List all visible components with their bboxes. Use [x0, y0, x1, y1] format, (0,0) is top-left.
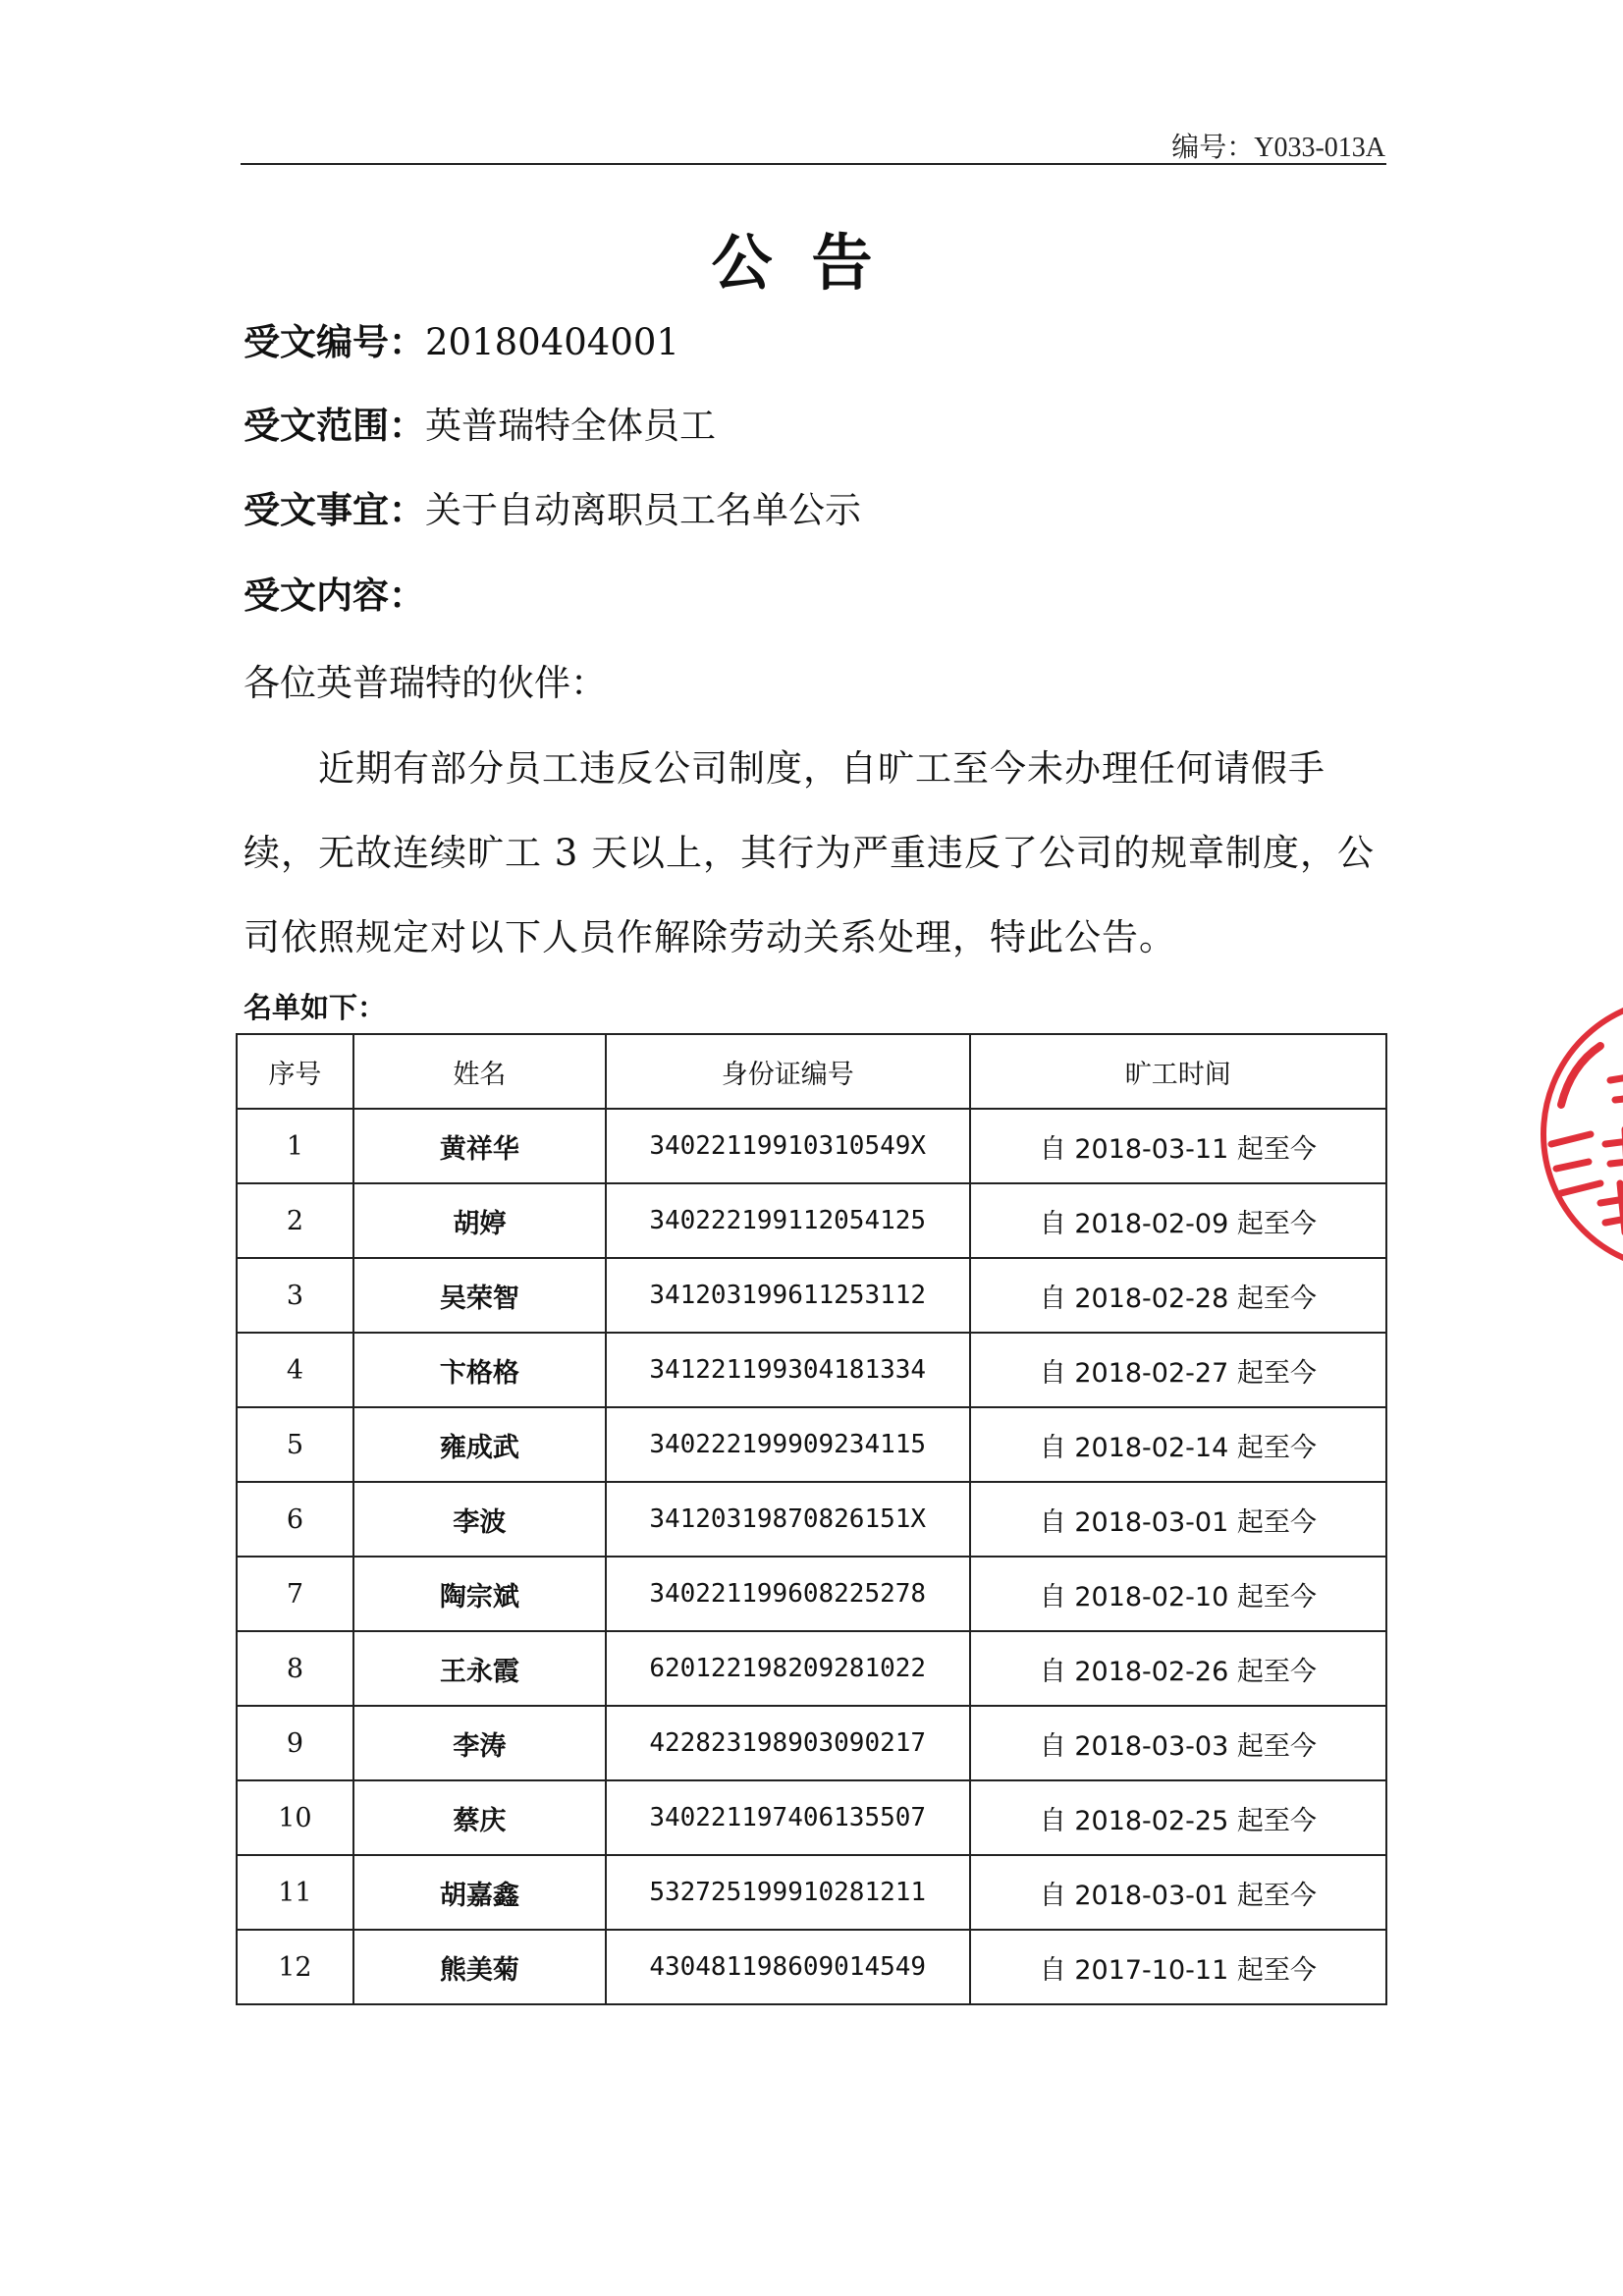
roster-body — [237, 1109, 1386, 2004]
list-caption: 名单如下： — [243, 991, 387, 1024]
cell-id-number: 620122198209281022 — [606, 1631, 970, 1706]
cell-name: 卞格格 — [353, 1333, 606, 1407]
cell-absence-period: 自 2017-10-11 起至今 — [970, 1930, 1386, 2004]
doc-number: 编号：Y033-013A — [1171, 133, 1385, 163]
cell-seq: 7 — [237, 1557, 353, 1631]
cell-seq: 12 — [237, 1930, 353, 2004]
cell-absence-period: 自 2018-02-26 起至今 — [970, 1631, 1386, 1706]
cell-name: 胡嘉鑫 — [353, 1855, 606, 1930]
table-row — [237, 1109, 1386, 1183]
cell-id-number: 340221197406135507 — [606, 1780, 970, 1855]
meta-value: 关于自动离职员工名单公示 — [425, 489, 861, 531]
meta-label: 受文事宜： — [243, 489, 425, 531]
cell-name: 李波 — [353, 1482, 606, 1557]
cell-seq: 2 — [237, 1183, 353, 1258]
cell-name: 李涛 — [353, 1706, 606, 1780]
header-period: 旷工时间 — [970, 1034, 1386, 1109]
cell-absence-period: 自 2018-02-28 起至今 — [970, 1258, 1386, 1333]
meta-scope — [243, 396, 716, 449]
cell-name: 吴荣智 — [353, 1258, 606, 1333]
table-row — [237, 1780, 1386, 1855]
table-row — [237, 1258, 1386, 1333]
cell-id-number: 532725199910281211 — [606, 1855, 970, 1930]
table-row — [237, 1855, 1386, 1930]
table-row — [237, 1631, 1386, 1706]
company-seal-icon — [1532, 987, 1623, 1282]
seal-glyph-mark — [1605, 1129, 1623, 1188]
cell-id-number: 422823198903090217 — [606, 1706, 970, 1780]
table-row — [237, 1333, 1386, 1407]
cell-seq: 5 — [237, 1407, 353, 1482]
cell-absence-period: 自 2018-02-10 起至今 — [970, 1557, 1386, 1631]
cell-id-number: 341221199304181334 — [606, 1333, 970, 1407]
cell-id-number: 34120319870826151X — [606, 1482, 970, 1557]
cell-name: 熊美菊 — [353, 1930, 606, 2004]
header-id: 身份证编号 — [606, 1034, 970, 1109]
cell-seq: 3 — [237, 1258, 353, 1333]
cell-name: 陶宗斌 — [353, 1557, 606, 1631]
table-row — [237, 1482, 1386, 1557]
seal-glyph-mark — [1551, 1134, 1600, 1193]
cell-id-number: 340221199608225278 — [606, 1557, 970, 1631]
table-row — [237, 1557, 1386, 1631]
cell-id-number: 34022119910310549X — [606, 1109, 970, 1183]
cell-seq: 1 — [237, 1109, 353, 1183]
cell-seq: 9 — [237, 1706, 353, 1780]
seal-glyph-mark — [1610, 1075, 1623, 1115]
meta-value: 20180404001 — [425, 321, 679, 363]
cell-name: 胡婷 — [353, 1183, 606, 1258]
meta-value: 英普瑞特全体员工 — [425, 405, 716, 447]
roster-table — [236, 1033, 1387, 2005]
cell-absence-period: 自 2018-03-01 起至今 — [970, 1855, 1386, 1930]
header-rule — [241, 163, 1386, 165]
meta-doc-number — [243, 312, 679, 365]
cell-name: 雍成武 — [353, 1407, 606, 1482]
page-title: 公告 — [711, 227, 912, 299]
header-name: 姓名 — [353, 1034, 606, 1109]
meta-subject — [243, 480, 861, 533]
cell-absence-period: 自 2018-03-01 起至今 — [970, 1482, 1386, 1557]
cell-seq: 4 — [237, 1333, 353, 1407]
cell-absence-period: 自 2018-03-03 起至今 — [970, 1706, 1386, 1780]
cell-name: 蔡庆 — [353, 1780, 606, 1855]
body-paragraph: 近期有部分员工违反公司制度，自旷工至今未办理任何请假手续，无故连续旷工 3 天以上，其行为严重违反了公司的规章制度，公司依照规定对以下人员作解除劳动关系处理，特此公告。 — [243, 747, 1376, 958]
cell-id-number: 340222199909234115 — [606, 1407, 970, 1482]
meta-label: 受文范围： — [243, 405, 425, 447]
table-row — [237, 1930, 1386, 2004]
meta-label: 受文编号： — [243, 321, 425, 363]
cell-seq: 11 — [237, 1855, 353, 1930]
table-row — [237, 1706, 1386, 1780]
cell-id-number: 340222199112054125 — [606, 1183, 970, 1258]
table-row — [237, 1407, 1386, 1482]
cell-seq: 8 — [237, 1631, 353, 1706]
cell-id-number: 341203199611253112 — [606, 1258, 970, 1333]
cell-name: 王永霞 — [353, 1631, 606, 1706]
header-seq: 序号 — [237, 1034, 353, 1109]
cell-absence-period: 自 2018-03-11 起至今 — [970, 1109, 1386, 1183]
table-header-row — [237, 1034, 1386, 1109]
salutation: 各位英普瑞特的伙伴： — [243, 662, 607, 704]
cell-seq: 6 — [237, 1482, 353, 1557]
seal-glyph-mark — [1600, 1183, 1623, 1232]
cell-id-number: 430481198609014549 — [606, 1930, 970, 2004]
meta-label: 受文内容： — [243, 574, 425, 617]
table-row — [237, 1183, 1386, 1258]
cell-seq: 10 — [237, 1780, 353, 1855]
cell-absence-period: 自 2018-02-27 起至今 — [970, 1333, 1386, 1407]
cell-name: 黄祥华 — [353, 1109, 606, 1183]
cell-absence-period: 自 2018-02-25 起至今 — [970, 1780, 1386, 1855]
cell-absence-period: 自 2018-02-09 起至今 — [970, 1183, 1386, 1258]
meta-content — [243, 566, 425, 619]
cell-absence-period: 自 2018-02-14 起至今 — [970, 1407, 1386, 1482]
